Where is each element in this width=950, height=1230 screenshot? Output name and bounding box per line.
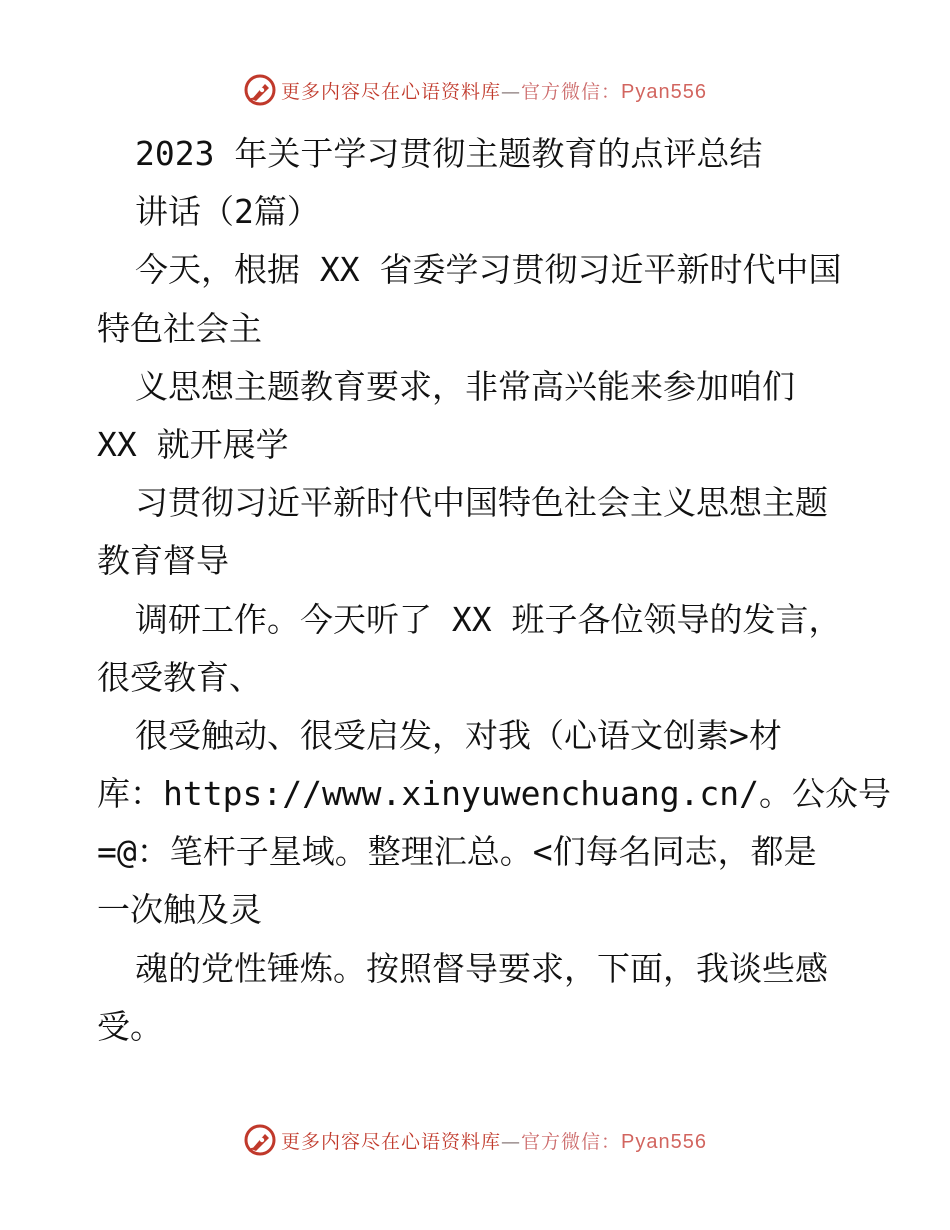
paragraph-line: XX 就开展学 — [97, 424, 289, 464]
banner-wechat-id: Pyan556 — [621, 1130, 707, 1153]
paragraph-line: 教育督导 — [97, 541, 229, 581]
paragraph-line: 义思想主题教育要求，非常高兴能来参加咱们 — [135, 366, 795, 406]
paragraph-line: 习贯彻习近平新时代中国特色社会主义思想主题 — [135, 483, 828, 523]
paragraph-line: 调研工作。今天听了 XX 班子各位领导的发言， — [135, 599, 842, 639]
document-title-line-2: 讲话（2篇） — [135, 192, 320, 232]
header-banner — [0, 70, 950, 110]
paragraph-line: =@：笔杆子星域。整理汇总。<们每名同志，都是 — [97, 832, 817, 872]
banner-wechat-label: 官方微信： — [521, 80, 622, 103]
paragraph-line: 很受教育、 — [97, 657, 262, 697]
banner-text — [281, 1127, 707, 1154]
paragraph-line: 今天，根据 XX 省委学习贯彻习近平新时代中国 — [135, 250, 842, 290]
banner-separator: — — [501, 80, 522, 103]
pen-nib-logo-icon — [243, 1123, 277, 1157]
paragraph-line: 魂的党性锤炼。按照督导要求，下面，我谈些感 — [135, 948, 828, 988]
paragraph-line: 受。 — [97, 1006, 163, 1046]
paragraph-line: 一次触及灵 — [97, 890, 262, 930]
paragraph-line: 很受触动、很受启发，对我（心语文创素>材 — [135, 715, 782, 755]
footer-banner — [0, 1120, 950, 1160]
banner-wechat-id: Pyan556 — [621, 80, 707, 103]
pen-nib-logo-icon — [243, 73, 277, 107]
document-body — [97, 125, 892, 1056]
paragraph-line: 库：https://www.xinyuwenchuang.cn/。公众号 — [97, 774, 892, 814]
banner-text — [281, 77, 707, 104]
paragraph-line: 特色社会主 — [97, 308, 262, 348]
document-title-line-1: 2023 年关于学习贯彻主题教育的点评总结 — [135, 134, 763, 173]
banner-site-text: 更多内容尽在心语资料库 — [281, 1130, 502, 1153]
banner-wechat-label: 官方微信： — [521, 1130, 622, 1153]
banner-site-text: 更多内容尽在心语资料库 — [281, 80, 502, 103]
banner-separator: — — [501, 1130, 522, 1153]
